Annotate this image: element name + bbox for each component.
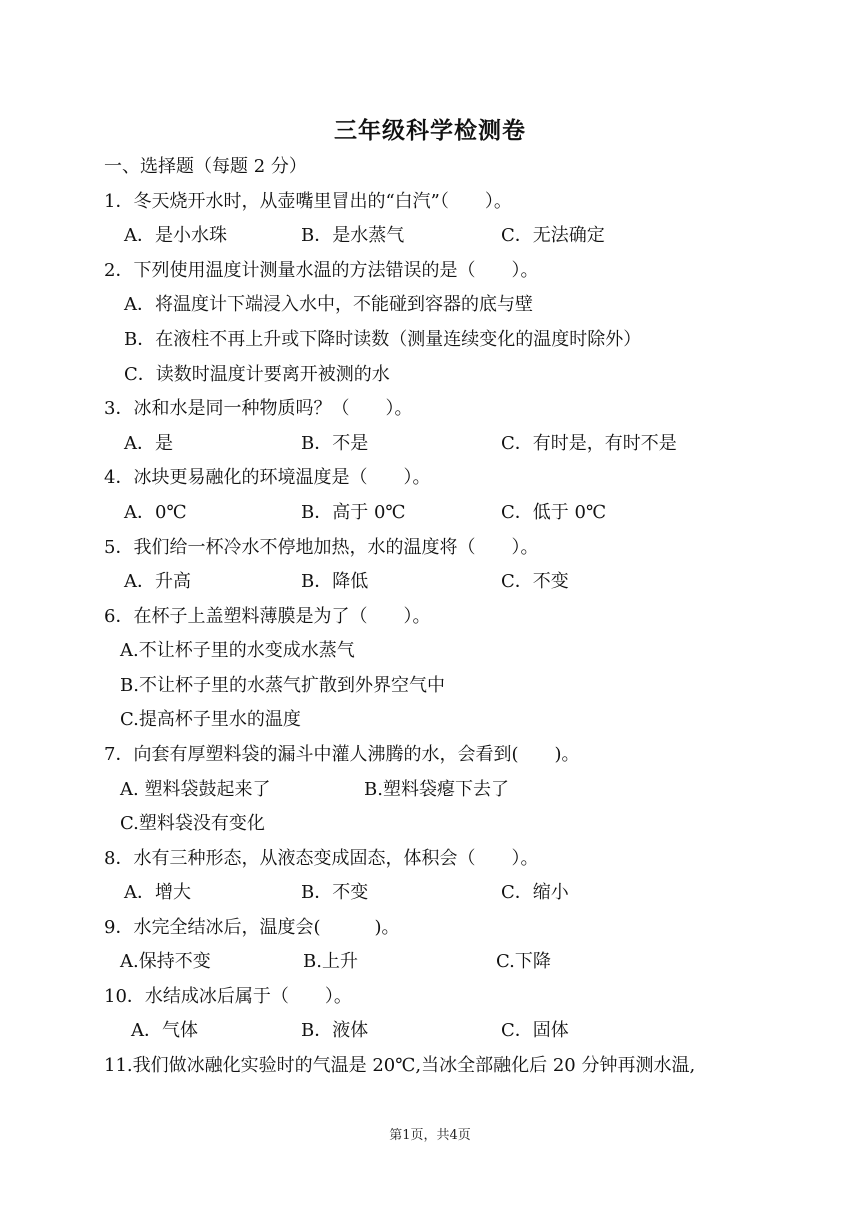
q10-option-a: A．气体 (131, 1020, 198, 1041)
q7-option-b: B.塑料袋瘪下去了 (364, 779, 509, 800)
q6-option-b: B.不让杯子里的水蒸气扩散到外界空气中 (120, 675, 445, 696)
question-11: 11.我们做冰融化实验时的气温是 20℃,当冰全部融化后 20 分钟再测水温, (104, 1055, 696, 1076)
q6-option-c: C.提高杯子里水的温度 (120, 709, 301, 730)
q9-option-c: C.下降 (496, 951, 551, 972)
question-6: 6．在杯子上盖塑料薄膜是为了（ ）。 (104, 606, 431, 627)
q8-option-a: A．增大 (124, 882, 191, 903)
q2-option-c: C．读数时温度计要离开被测的水 (124, 364, 390, 385)
q3-option-a: A．是 (124, 433, 173, 454)
question-10: 10．水结成冰后属于（ ）。 (104, 986, 352, 1007)
q4-option-c: C．低于 0℃ (501, 502, 607, 523)
q2-option-a: A．将温度计下端浸入水中，不能碰到容器的底与壁 (124, 294, 533, 315)
q7-option-c: C.塑料袋没有变化 (120, 813, 265, 834)
q1-option-a: A．是小水珠 (124, 225, 227, 246)
q6-option-a: A.不让杯子里的水变成水蒸气 (120, 640, 355, 661)
q8-option-b: B．不变 (301, 882, 369, 903)
page-title: 三年级科学检测卷 (334, 118, 526, 144)
question-2: 2．下列使用温度计测量水温的方法错误的是（ ）。 (104, 260, 539, 281)
section-heading: 一、选择题（每题 2 分） (104, 156, 307, 177)
q1-option-b: B．是水蒸气 (301, 225, 405, 246)
q9-option-b: B.上升 (303, 951, 358, 972)
page-footer: 第1页，共4页 (389, 1128, 471, 1143)
q5-option-a: A．升高 (124, 571, 191, 592)
q1-option-c: C．无法确定 (501, 225, 605, 246)
question-1: 1．冬天烧开水时，从壶嘴里冒出的“白汽”（ ）。 (104, 191, 512, 212)
q9-option-a: A.保持不变 (120, 951, 211, 972)
question-5: 5．我们给一杯冷水不停地加热，水的温度将（ ）。 (104, 537, 539, 558)
q3-option-b: B．不是 (301, 433, 369, 454)
q7-option-a: A. 塑料袋鼓起来了 (120, 779, 271, 800)
q5-option-b: B．降低 (301, 571, 369, 592)
question-9: 9．水完全结冰后，温度会( )。 (104, 917, 400, 938)
q10-option-c: C．固体 (501, 1020, 569, 1041)
q5-option-c: C．不变 (501, 571, 569, 592)
question-7: 7．向套有厚塑料袋的漏斗中灌人沸腾的水，会看到( )。 (104, 744, 580, 765)
question-3: 3．冰和水是同一种物质吗？（ ）。 (104, 398, 413, 419)
q10-option-b: B．液体 (301, 1020, 369, 1041)
q4-option-b: B．高于 0℃ (301, 502, 406, 523)
q8-option-c: C．缩小 (501, 882, 569, 903)
question-8: 8．水有三种形态，从液态变成固态，体积会（ ）。 (104, 848, 539, 869)
question-4: 4．冰块更易融化的环境温度是（ ）。 (104, 467, 431, 488)
q3-option-c: C．有时是，有时不是 (501, 433, 677, 454)
q2-option-b: B．在液柱不再上升或下降时读数（测量连续变化的温度时除外） (124, 329, 642, 350)
q4-option-a: A．0℃ (124, 502, 187, 523)
